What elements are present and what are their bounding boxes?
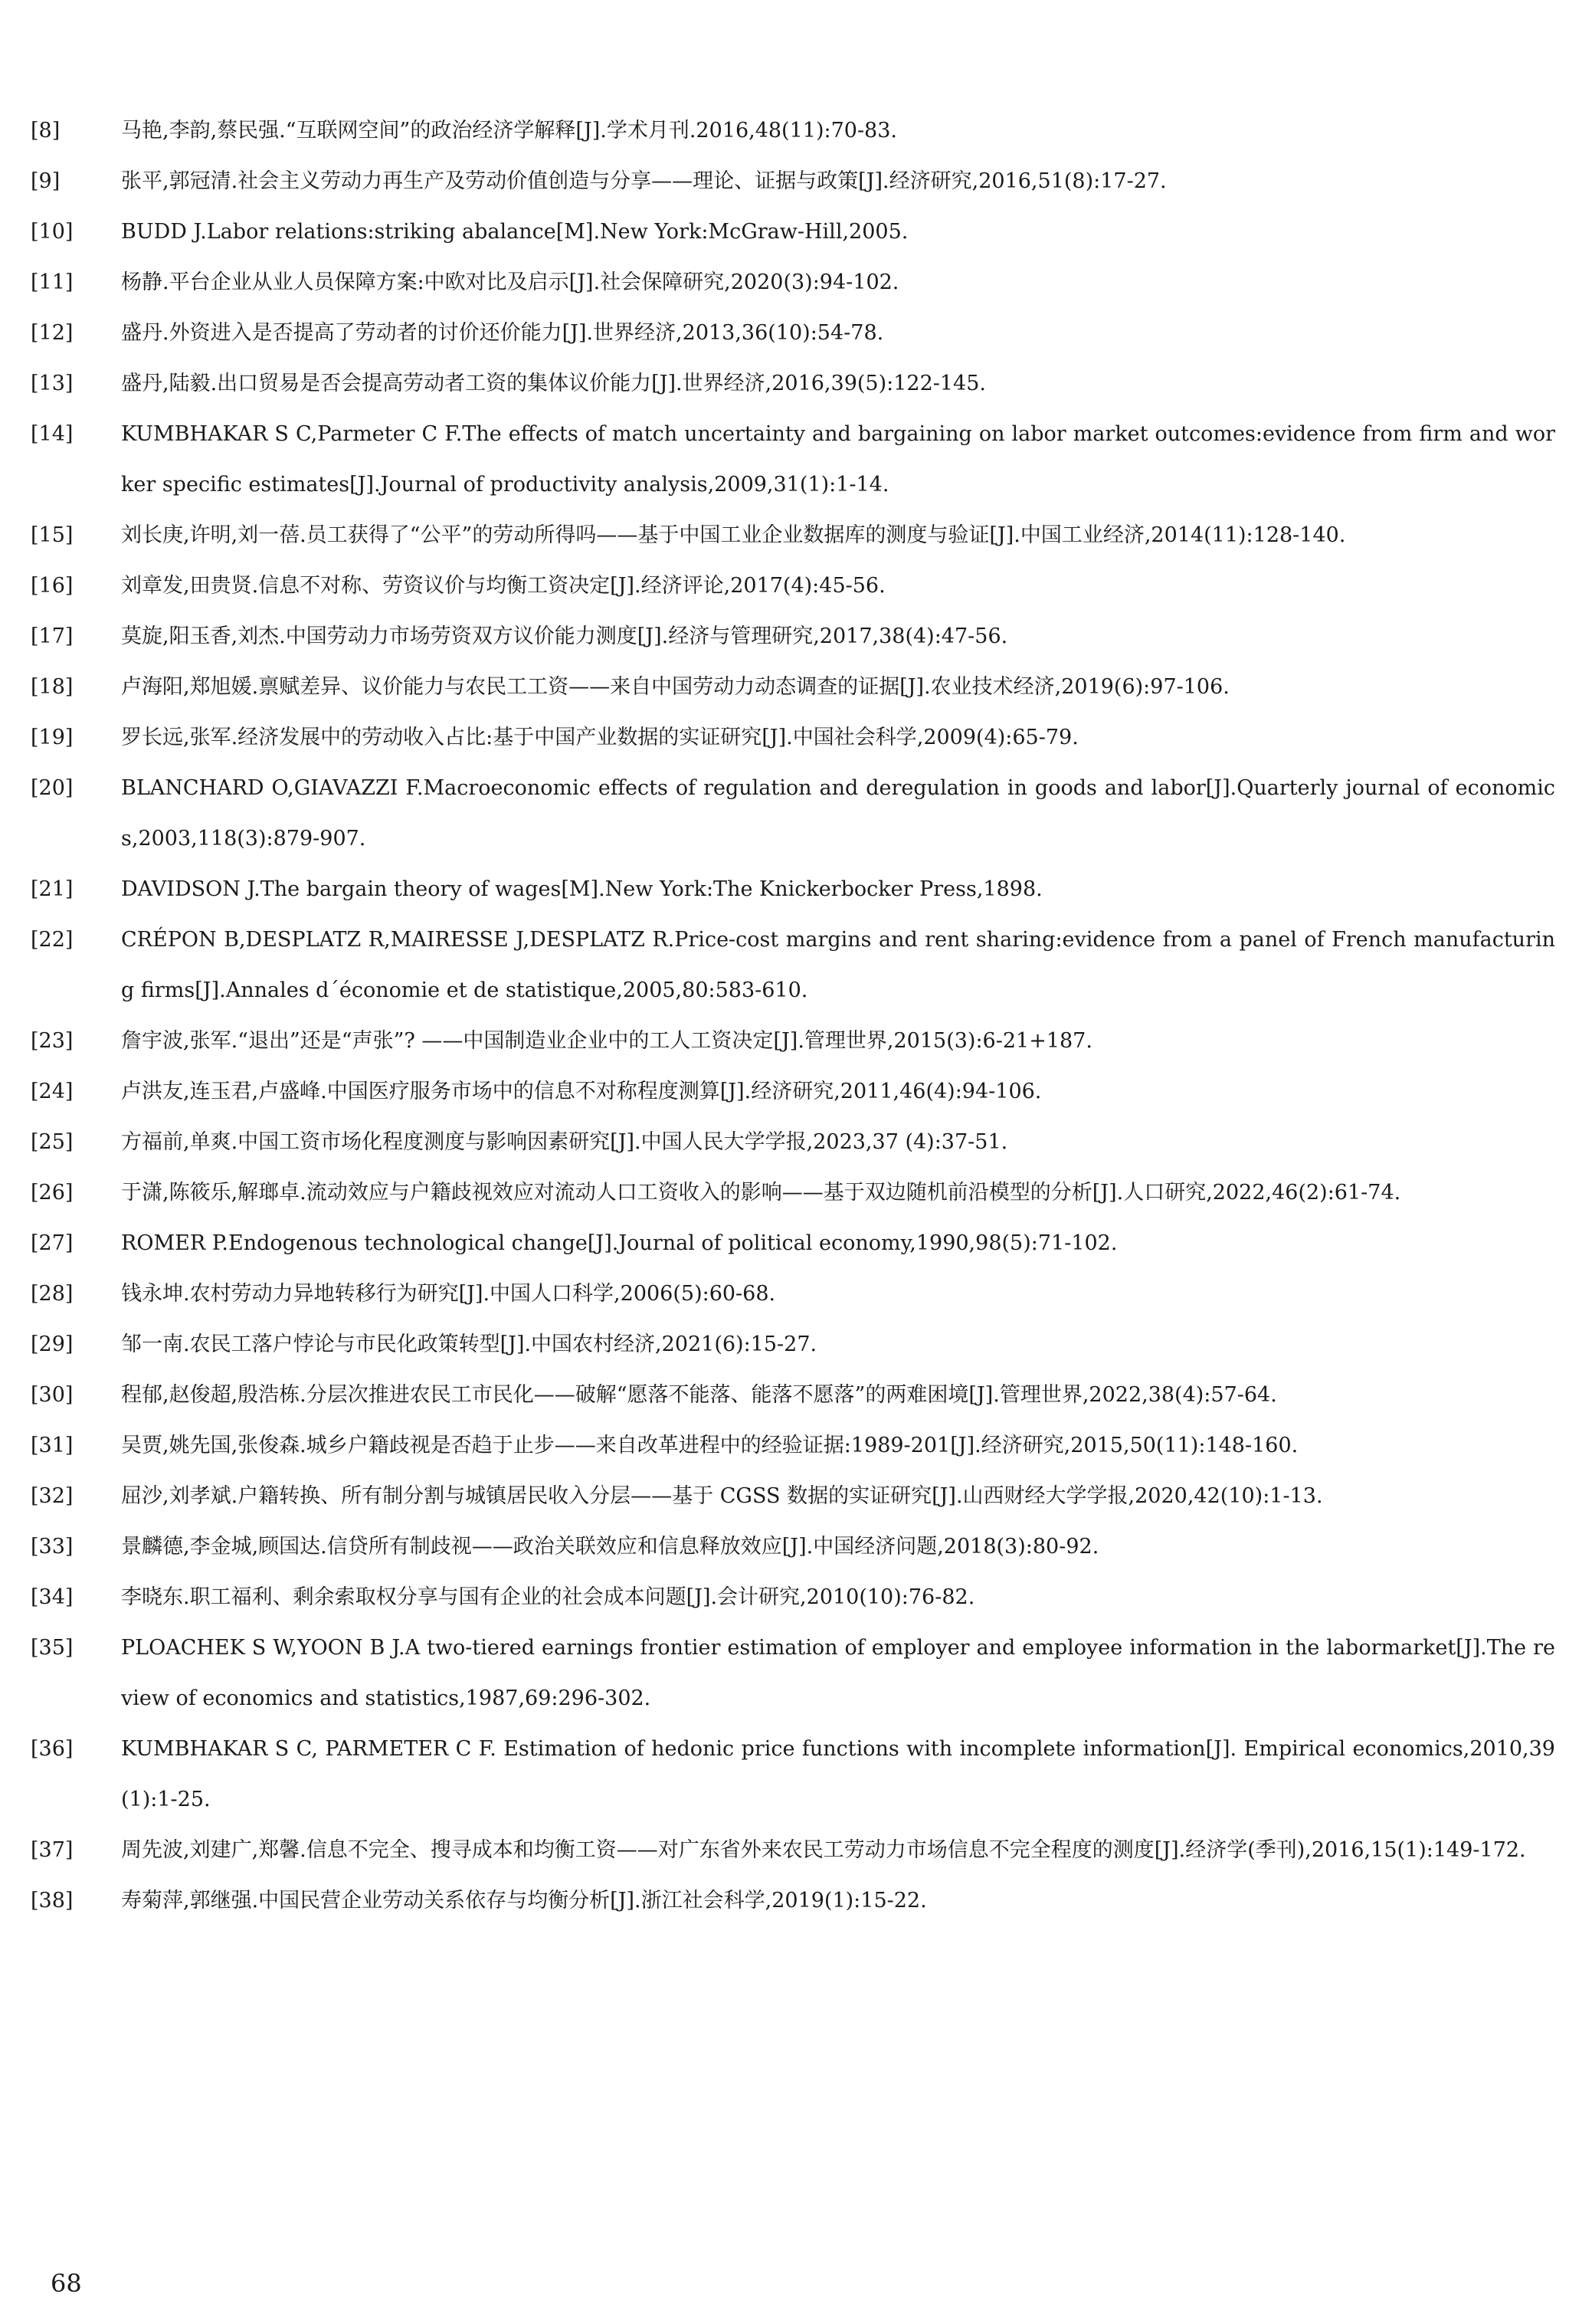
reference-item: [31, 1724, 1555, 1825]
reference-item: [31, 611, 1555, 662]
reference-number: [25]: [31, 1130, 74, 1154]
reference-text: PLOACHEK S W,YOON B J.A two-tiered earnings frontier estimation of employer and employee information in the labormarket[J].The review of economics and statistics,1987,69:296-302.: [121, 1636, 1555, 1710]
reference-number: [10]: [31, 220, 74, 244]
reference-text: 卢海阳,郑旭媛.禀赋差异、议价能力与农民工工资——来自中国劳动力动态调查的证据[J].农业技术经济,2019(6):97-106.: [121, 675, 1230, 699]
reference-number: [29]: [31, 1332, 74, 1356]
reference-item: [31, 1269, 1555, 1319]
reference-text: ROMER P.Endogenous technological change[J].Journal of political economy,1990,98(5):71-102.: [121, 1231, 1118, 1255]
reference-number: [26]: [31, 1181, 74, 1205]
reference-number: [36]: [31, 1737, 74, 1761]
reference-number: [24]: [31, 1080, 74, 1103]
reference-text: 钱永坤.农村劳动力异地转移行为研究[J].中国人口科学,2006(5):60-68.: [121, 1282, 776, 1306]
reference-item: [31, 308, 1555, 359]
reference-item: [31, 1572, 1555, 1623]
reference-text: 卢洪友,连玉君,卢盛峰.中国医疗服务市场中的信息不对称程度测算[J].经济研究,2011,46(4):94-106.: [121, 1080, 1042, 1103]
reference-item: [31, 207, 1555, 257]
reference-item: [31, 1067, 1555, 1117]
reference-item: [31, 763, 1555, 864]
reference-item: [31, 864, 1555, 915]
reference-item: [31, 662, 1555, 713]
reference-item: [31, 409, 1555, 510]
reference-item: [31, 1825, 1555, 1876]
reference-text: 詹宇波,张军.“退出”还是“声张”? ——中国制造业企业中的工人工资决定[J].管理世界,2015(3):6-21+187.: [121, 1029, 1092, 1053]
reference-number: [12]: [31, 321, 74, 345]
reference-item: [31, 1016, 1555, 1067]
reference-number: [35]: [31, 1636, 74, 1660]
page-number: 68: [51, 2269, 82, 2298]
reference-text: CRÉPON B,DESPLATZ R,MAIRESSE J,DESPLATZ R.Price-cost margins and rent sharing:evidence from a panel of French manufacturing firms[J].Annales d´économie et de statistique,2005,80:583-610.: [121, 928, 1555, 1002]
reference-text: 方福前,单爽.中国工资市场化程度测度与影响因素研究[J].中国人民大学学报,2023,37 (4):37-51.: [121, 1130, 1008, 1154]
reference-number: [23]: [31, 1029, 74, 1053]
reference-number: [14]: [31, 422, 74, 446]
reference-item: [31, 1522, 1555, 1572]
reference-text: 张平,郭冠清.社会主义劳动力再生产及劳动价值创造与分享——理论、证据与政策[J].经济研究,2016,51(8):17-27.: [121, 169, 1167, 193]
reference-text: 盛丹.外资进入是否提高了劳动者的讨价还价能力[J].世界经济,2013,36(10):54-78.: [121, 321, 884, 345]
reference-item: [31, 713, 1555, 763]
reference-text: 刘章发,田贵贤.信息不对称、劳资议价与均衡工资决定[J].经济评论,2017(4):45-56.: [121, 574, 886, 598]
reference-number: [32]: [31, 1484, 74, 1508]
reference-item: [31, 1876, 1555, 1926]
reference-text: BUDD J.Labor relations:striking abalance[M].New York:McGraw-Hill,2005.: [121, 220, 909, 244]
reference-text: 莫旋,阳玉香,刘杰.中国劳动力市场劳资双方议价能力测度[J].经济与管理研究,2017,38(4):47-56.: [121, 624, 1008, 648]
reference-item: [31, 1623, 1555, 1724]
reference-item: [31, 1370, 1555, 1421]
reference-text: 马艳,李韵,蔡民强.“互联网空间”的政治经济学解释[J].学术月刊.2016,48(11):70-83.: [121, 119, 897, 143]
reference-number: [13]: [31, 372, 74, 395]
reference-item: [31, 106, 1555, 156]
reference-text: 刘长庚,许明,刘一蓓.员工获得了“公平”的劳动所得吗——基于中国工业企业数据库的测度与验证[J].中国工业经济,2014(11):128-140.: [121, 523, 1346, 547]
reference-item: [31, 1218, 1555, 1269]
reference-text: 于潇,陈筱乐,解瑯卓.流动效应与户籍歧视效应对流动人口工资收入的影响——基于双边随机前沿模型的分析[J].人口研究,2022,46(2):61-74.: [121, 1181, 1401, 1205]
reference-text: 周先波,刘建广,郑馨.信息不完全、搜寻成本和均衡工资——对广东省外来农民工劳动力市场信息不完全程度的测度[J].经济学(季刊),2016,15(1):149-172.: [121, 1838, 1526, 1862]
reference-item: [31, 257, 1555, 308]
reference-number: [20]: [31, 776, 74, 800]
reference-item: [31, 1117, 1555, 1168]
reference-text: 邹一南.农民工落户悖论与市民化政策转型[J].中国农村经济,2021(6):15-27.: [121, 1332, 817, 1356]
reference-text: 程郁,赵俊超,殷浩栋.分层次推进农民工市民化——破解“愿落不能落、能落不愿落”的两难困境[J].管理世界,2022,38(4):57-64.: [121, 1383, 1277, 1407]
reference-text: BLANCHARD O,GIAVAZZI F.Macroeconomic effects of regulation and deregulation in goods and labor[J].Quarterly journal of economics,2003,118(3):879-907.: [121, 776, 1555, 851]
reference-item: [31, 915, 1555, 1016]
reference-item: [31, 1471, 1555, 1522]
reference-text: 吴贾,姚先国,张俊森.城乡户籍歧视是否趋于止步——来自改革进程中的经验证据:1989-201[J].经济研究,2015,50(11):148-160.: [121, 1434, 1299, 1457]
reference-number: [27]: [31, 1231, 74, 1255]
reference-number: [9]: [31, 169, 61, 193]
reference-text: KUMBHAKAR S C,Parmeter C F.The effects of match uncertainty and bargaining on labor market outcomes:evidence from firm and worker specific estimates[J].Journal of productivity analysis,2009,31(1):1-14.: [121, 422, 1555, 497]
reference-item: [31, 1421, 1555, 1471]
reference-text: 杨静.平台企业从业人员保障方案:中欧对比及启示[J].社会保障研究,2020(3):94-102.: [121, 270, 899, 294]
reference-number: [18]: [31, 675, 74, 699]
reference-number: [22]: [31, 928, 74, 952]
reference-item: [31, 510, 1555, 561]
reference-number: [28]: [31, 1282, 74, 1306]
reference-item: [31, 1168, 1555, 1218]
reference-number: [16]: [31, 574, 74, 598]
reference-number: [38]: [31, 1889, 74, 1913]
reference-text: KUMBHAKAR S C, PARMETER C F. Estimation of hedonic price functions with incomplete information[J]. Empirical economics,2010,39(1):1-25.: [121, 1737, 1555, 1811]
reference-number: [37]: [31, 1838, 74, 1862]
reference-text: 盛丹,陆毅.出口贸易是否会提高劳动者工资的集体议价能力[J].世界经济,2016,39(5):122-145.: [121, 372, 986, 395]
reference-text: DAVIDSON J.The bargain theory of wages[M].New York:The Knickerbocker Press,1898.: [121, 877, 1043, 901]
reference-item: [31, 359, 1555, 409]
reference-text: 罗长远,张军.经济发展中的劳动收入占比:基于中国产业数据的实证研究[J].中国社会科学,2009(4):65-79.: [121, 726, 1079, 749]
reference-item: [31, 561, 1555, 611]
reference-number: [17]: [31, 624, 74, 648]
reference-number: [34]: [31, 1585, 74, 1609]
reference-number: [21]: [31, 877, 74, 901]
reference-text: 寿菊萍,郭继强.中国民营企业劳动关系依存与均衡分析[J].浙江社会科学,2019(1):15-22.: [121, 1889, 927, 1913]
reference-number: [15]: [31, 523, 74, 547]
reference-item: [31, 1319, 1555, 1370]
reference-number: [11]: [31, 270, 74, 294]
reference-text: 屈沙,刘孝斌.户籍转换、所有制分割与城镇居民收入分层——基于 CGSS 数据的实证研究[J].山西财经大学学报,2020,42(10):1-13.: [121, 1484, 1323, 1508]
reference-item: [31, 156, 1555, 207]
reference-text: 李晓东.职工福利、剩余索取权分享与国有企业的社会成本问题[J].会计研究,2010(10):76-82.: [121, 1585, 975, 1609]
reference-number: [33]: [31, 1535, 74, 1559]
reference-number: [30]: [31, 1383, 74, 1407]
reference-number: [19]: [31, 726, 74, 749]
reference-number: [8]: [31, 119, 61, 143]
reference-list: [31, 106, 1555, 1926]
reference-number: [31]: [31, 1434, 74, 1457]
reference-text: 景麟德,李金城,顾国达.信贷所有制歧视——政治关联效应和信息释放效应[J].中国经济问题,2018(3):80-92.: [121, 1535, 1099, 1559]
